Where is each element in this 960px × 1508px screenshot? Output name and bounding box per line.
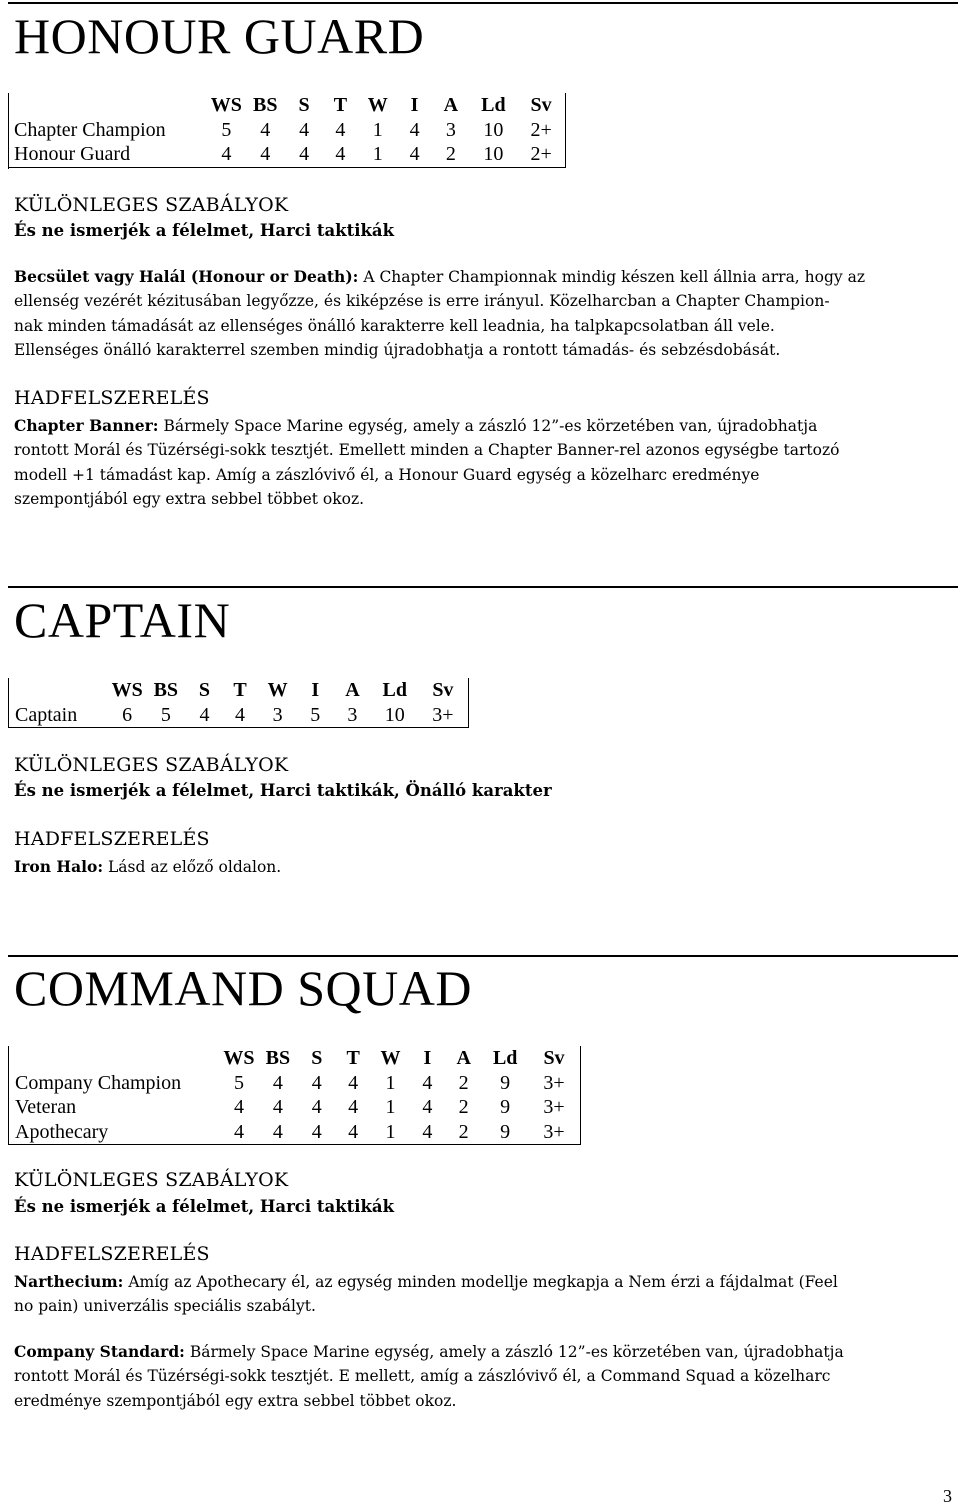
- unit-name: Company Champion: [15, 1071, 182, 1094]
- stat-value: 10: [483, 143, 504, 165]
- stat-value: 4: [272, 1120, 283, 1143]
- wargear-line: [14, 1340, 950, 1364]
- captain-wargear-heading: HADFELSZERELÉS: [14, 828, 210, 850]
- honour-guard-title: HONOUR GUARD: [14, 8, 425, 64]
- wargear-name: Narthecium:: [14, 1272, 124, 1291]
- stat-header: T: [346, 1047, 360, 1069]
- stat-value: 10: [483, 118, 504, 141]
- stat-value: 4: [260, 143, 271, 165]
- wargear-text: Bármely Space Marine egység, amely a zászló 12”-es körzetében van, újradobhatja: [158, 417, 818, 435]
- stat-value: 4: [311, 1071, 322, 1094]
- stat-value: 3+: [432, 703, 454, 726]
- stat-value: 2: [458, 1096, 469, 1118]
- table-row: [8, 118, 565, 143]
- stat-value: 4: [299, 118, 310, 141]
- wargear-text: Bármely Space Marine egység, amely a zászló 12”-es körzetében van, újradobhatja: [184, 1343, 844, 1361]
- stat-value: 4: [335, 143, 346, 165]
- rule-line: [14, 265, 950, 289]
- command-squad-stat-table: [8, 1046, 581, 1145]
- stat-header: W: [267, 679, 288, 701]
- wargear-line: rontott Morál és Tüzérségi-sokk tesztjét. E mellett, amíg a zászlóvivő él, a Command Squad a közelharc: [14, 1367, 831, 1386]
- stat-value: 3: [445, 118, 456, 141]
- rule-text: A Chapter Championnak mindig készen kell állnia arra, hogy az: [358, 268, 865, 286]
- table-row: [9, 703, 468, 728]
- stat-header: Sv: [543, 1047, 565, 1069]
- stat-header: Ld: [481, 94, 506, 116]
- stat-value: 3: [272, 703, 283, 726]
- stat-value: 4: [233, 1096, 244, 1118]
- stat-value: 5: [233, 1071, 244, 1094]
- stat-value: 1: [385, 1071, 396, 1094]
- stat-value: 4: [272, 1071, 283, 1094]
- stat-header: W: [380, 1047, 401, 1069]
- stat-value: 3+: [543, 1120, 565, 1143]
- command-squad-wargear-heading: HADFELSZERELÉS: [14, 1243, 210, 1265]
- honour-guard-special-rules-heading: KÜLÖNLEGES SZABÁLYOK: [14, 194, 289, 216]
- stat-header-row: [9, 678, 468, 703]
- stat-value: 4: [409, 118, 420, 141]
- stat-header: W: [367, 94, 388, 116]
- stat-value: 4: [348, 1096, 359, 1118]
- rule-line: Ellenséges önálló karakterrel szemben mindig újradobhatja a rontott támadás- és sebzésdobását.: [14, 340, 781, 359]
- stat-value: 4: [199, 703, 210, 726]
- stat-value: 3: [347, 703, 358, 726]
- stat-header: Sv: [432, 679, 454, 701]
- wargear-line: [14, 414, 950, 438]
- table-row: [9, 1095, 580, 1120]
- stat-header: BS: [265, 1047, 291, 1069]
- stat-value: 1: [385, 1120, 396, 1143]
- stat-header: Ld: [382, 679, 407, 701]
- stat-value: 3+: [543, 1071, 565, 1094]
- stat-table: [9, 678, 468, 727]
- unit-name: Veteran: [15, 1096, 77, 1118]
- stat-value: 2+: [530, 143, 552, 165]
- wargear-text: Lásd az előző oldalon.: [103, 858, 282, 876]
- wargear-name: Iron Halo:: [14, 857, 104, 876]
- wargear-name: Company Standard:: [14, 1342, 185, 1361]
- stat-value: 9: [500, 1120, 511, 1143]
- wargear-line: rontott Morál és Tüzérségi-sokk tesztjét. Emellett minden a Chapter Banner-rel azonos egységbe tartozó: [14, 441, 840, 460]
- table-row: [9, 1120, 580, 1145]
- stat-value: 4: [422, 1120, 433, 1143]
- captain-special-rules-heading: KÜLÖNLEGES SZABÁLYOK: [14, 754, 289, 776]
- chapter-banner-rule: [14, 414, 950, 511]
- stat-value: 4: [348, 1120, 359, 1143]
- stat-header-empty: [8, 93, 208, 118]
- stat-header-empty: [9, 1046, 221, 1071]
- stat-value: 4: [260, 118, 271, 141]
- wargear-line: no pain) univerzális speciális szabályt.: [14, 1297, 316, 1316]
- stat-value: 1: [385, 1096, 396, 1118]
- stat-value: 5: [160, 703, 171, 726]
- stat-header-empty: [9, 678, 109, 703]
- wargear-name: Chapter Banner:: [14, 416, 159, 435]
- stat-table-left-border: [8, 93, 9, 169]
- wargear-line: eredménye szempontjából egy extra sebbel többet okoz.: [14, 1391, 457, 1410]
- honour-guard-stat-table: [8, 93, 566, 168]
- captain-special-rules: És ne ismerjék a félelmet, Harci taktikák, Önálló karakter: [14, 781, 552, 800]
- stat-header-row: [8, 93, 565, 118]
- honour-or-death-rule: [14, 265, 950, 362]
- command-squad-title: COMMAND SQUAD: [14, 960, 472, 1016]
- stat-value: 4: [311, 1120, 322, 1143]
- stat-value: 2: [445, 143, 456, 165]
- stat-header: BS: [252, 94, 278, 116]
- stat-header: WS: [210, 94, 242, 116]
- stat-value: 4: [299, 143, 310, 165]
- stat-value: 4: [335, 118, 346, 141]
- wargear-line: modell +1 támadást kap. Amíg a zászlóvivő él, a Honour Guard egység a közelharc eredménye: [14, 465, 760, 484]
- stat-value: 4: [409, 143, 420, 165]
- stat-header: I: [410, 94, 419, 116]
- section-divider: [8, 955, 958, 957]
- stat-value: 1: [372, 118, 383, 141]
- stat-value: 1: [372, 143, 383, 165]
- company-standard-rule: [14, 1340, 950, 1413]
- stat-value: 2: [458, 1071, 469, 1094]
- wargear-line: [14, 1270, 950, 1294]
- table-row: [9, 1071, 580, 1096]
- stat-header: S: [311, 1047, 323, 1069]
- unit-name: Captain: [15, 703, 78, 726]
- rule-line: ellenség vezérét kézitusában legyőzze, és kiképzése is erre irányul. Közelharcban a Chapter Champion-: [14, 292, 830, 311]
- stat-value: 4: [348, 1071, 359, 1094]
- stat-header: A: [345, 679, 360, 701]
- stat-value: 3+: [543, 1096, 565, 1118]
- page-number: 3: [943, 1486, 952, 1506]
- stat-value: 4: [235, 703, 246, 726]
- honour-guard-wargear-heading: HADFELSZERELÉS: [14, 387, 210, 409]
- unit-name: Honour Guard: [14, 143, 131, 165]
- wargear-line: szempontjából egy extra sebbel többet okoz.: [14, 489, 365, 508]
- wargear-line: [14, 855, 950, 879]
- stat-header-row: [9, 1046, 580, 1071]
- command-squad-special-rules: És ne ismerjék a félelmet, Harci taktikák: [14, 1197, 395, 1216]
- section-divider: [8, 2, 958, 4]
- stat-value: 2+: [530, 118, 552, 141]
- stat-header: Ld: [492, 1047, 518, 1069]
- stat-value: 4: [311, 1096, 322, 1118]
- stat-header: Sv: [530, 94, 552, 116]
- unit-name: Apothecary: [15, 1120, 109, 1143]
- stat-header: WS: [223, 1047, 255, 1069]
- narthecium-rule: [14, 1270, 950, 1319]
- stat-value: 4: [233, 1120, 244, 1143]
- captain-stat-table: [8, 678, 469, 728]
- rule-line: nak minden támadását az ellenséges önálló karakterre kell leadnia, ha talpkapcsolatban áll vele.: [14, 316, 775, 335]
- stat-value: 4: [272, 1096, 283, 1118]
- command-squad-special-rules-heading: KÜLÖNLEGES SZABÁLYOK: [14, 1169, 289, 1191]
- stat-header: BS: [153, 679, 179, 701]
- stat-table: [9, 1046, 580, 1144]
- stat-header: I: [311, 679, 320, 701]
- wargear-text: Amíg az Apothecary él, az egység minden modellje megkapja a Nem érzi a fájdalmat (Feel: [123, 1273, 838, 1291]
- captain-title: CAPTAIN: [14, 592, 231, 648]
- table-row: [8, 142, 565, 167]
- stat-value: 4: [422, 1071, 433, 1094]
- stat-header: A: [443, 94, 459, 116]
- iron-halo-rule: [14, 855, 950, 879]
- stat-value: 9: [500, 1071, 511, 1094]
- stat-header: T: [333, 94, 348, 116]
- stat-value: 5: [310, 703, 321, 726]
- unit-name: Chapter Champion: [14, 118, 166, 141]
- stat-header: T: [233, 679, 247, 701]
- stat-header: WS: [111, 679, 143, 701]
- stat-value: 6: [122, 703, 133, 726]
- stat-header: A: [456, 1047, 471, 1069]
- stat-header: I: [423, 1047, 432, 1069]
- stat-table: [8, 93, 565, 167]
- stat-value: 4: [221, 143, 232, 165]
- stat-value: 9: [500, 1096, 511, 1118]
- stat-value: 5: [221, 118, 232, 141]
- section-divider: [8, 586, 958, 588]
- stat-value: 2: [458, 1120, 469, 1143]
- honour-guard-special-rules: És ne ismerjék a félelmet, Harci taktikák: [14, 221, 395, 240]
- stat-header: S: [198, 679, 211, 701]
- rule-name: Becsület vagy Halál (Honour or Death):: [14, 267, 359, 286]
- stat-value: 4: [422, 1096, 433, 1118]
- stat-header: S: [298, 94, 310, 116]
- stat-value: 10: [384, 703, 405, 726]
